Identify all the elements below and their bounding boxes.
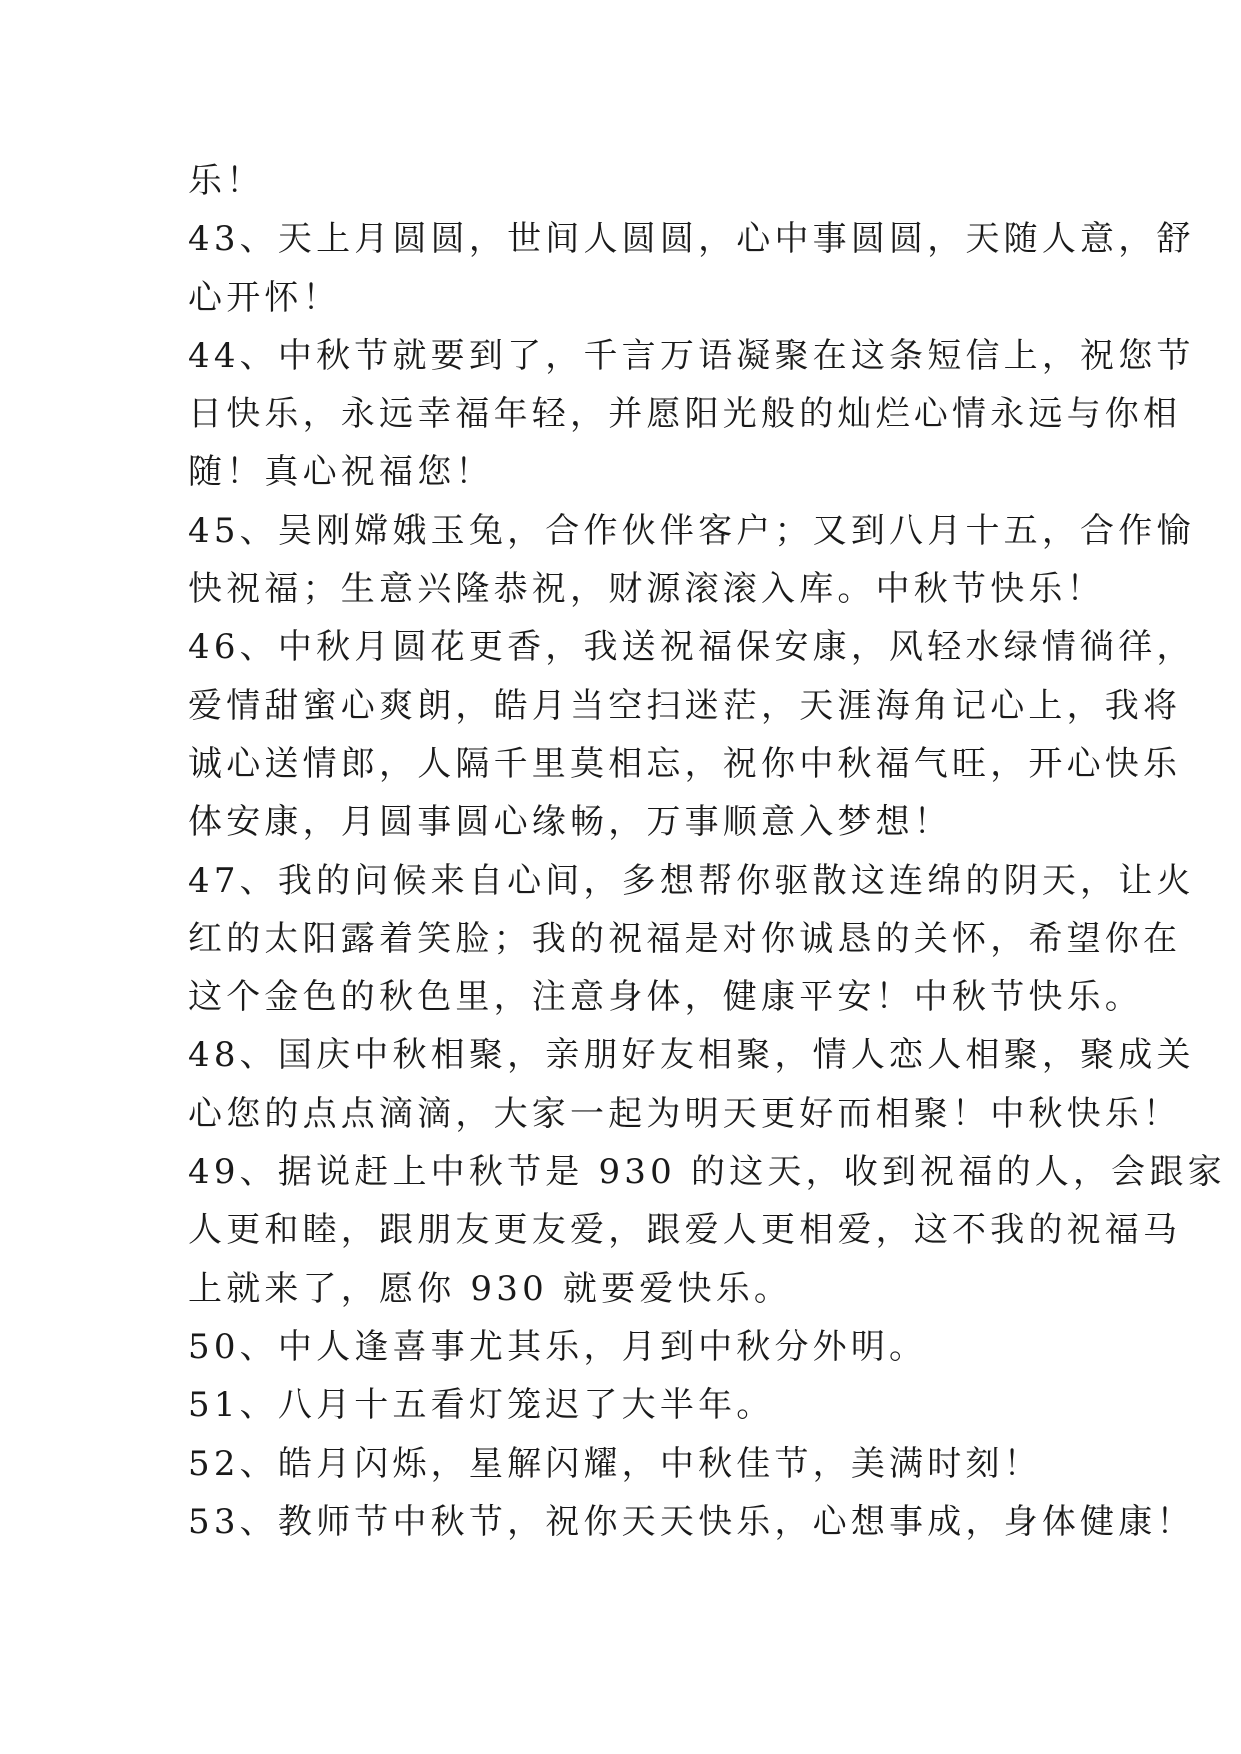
text-line: 43、天上月圆圆，世间人圆圆，心中事圆圆，天随人意，舒 [188,219,1195,260]
text-line: 45、吴刚嫦娥玉兔，合作伙伴客户；又到八月十五，合作愉 [188,510,1195,551]
text-line: 47、我的问候来自心间，多想帮你驱散这连绵的阴天，让火 [188,860,1195,901]
text-line: 随！真心祝福您！ [188,452,494,493]
text-line: 心您的点点滴滴，大家一起为明天更好而相聚！中秋快乐！ [188,1093,1182,1134]
text-line: 这个金色的秋色里，注意身体，健康平安！中秋节快乐。 [188,977,1143,1018]
text-line: 人更和睦，跟朋友更友爱，跟爱人更相爱，这不我的祝福马 [188,1210,1182,1251]
text-line: 诚心送情郎，人隔千里莫相忘，祝你中秋福气旺，开心快乐 [188,743,1182,784]
text-line: 50、中人逢喜事尤其乐，月到中秋分外明。 [188,1326,928,1367]
text-line: 日快乐，永远幸福年轻，并愿阳光般的灿烂心情永远与你相 [188,394,1182,435]
text-line: 体安康，月圆事圆心缘畅，万事顺意入梦想！ [188,802,952,843]
text-line: 上就来了，愿你 930 就要爱快乐。 [188,1268,793,1309]
document-body [188,152,1226,1551]
text-line: 心开怀！ [188,277,341,318]
text-line: 53、教师节中秋节，祝你天天快乐，心想事成，身体健康！ [188,1501,1195,1542]
text-line: 52、皓月闪烁，星解闪耀，中秋佳节，美满时刻！ [188,1443,1042,1484]
text-line: 红的太阳露着笑脸；我的祝福是对你诚恳的关怀，希望你在 [188,918,1182,959]
text-line: 48、国庆中秋相聚，亲朋好友相聚，情人恋人相聚，聚成关 [188,1035,1195,1076]
text-line: 51、八月十五看灯笼迟了大半年。 [188,1385,775,1426]
text-line: 快祝福；生意兴隆恭祝，财源滚滚入库。中秋节快乐！ [188,569,1105,610]
text-line: 44、中秋节就要到了，千言万语凝聚在这条短信上，祝您节 [188,335,1195,376]
text-line: 46、中秋月圆花更香，我送祝福保安康，风轻水绿情徜徉， [188,627,1195,668]
text-line: 乐！ [188,161,265,201]
text-line: 49、据说赶上中秋节是 930 的这天，收到祝福的人，会跟家 [188,1152,1226,1193]
text-line: 爱情甜蜜心爽朗，皓月当空扫迷茫，天涯海角记心上，我将 [188,685,1182,726]
